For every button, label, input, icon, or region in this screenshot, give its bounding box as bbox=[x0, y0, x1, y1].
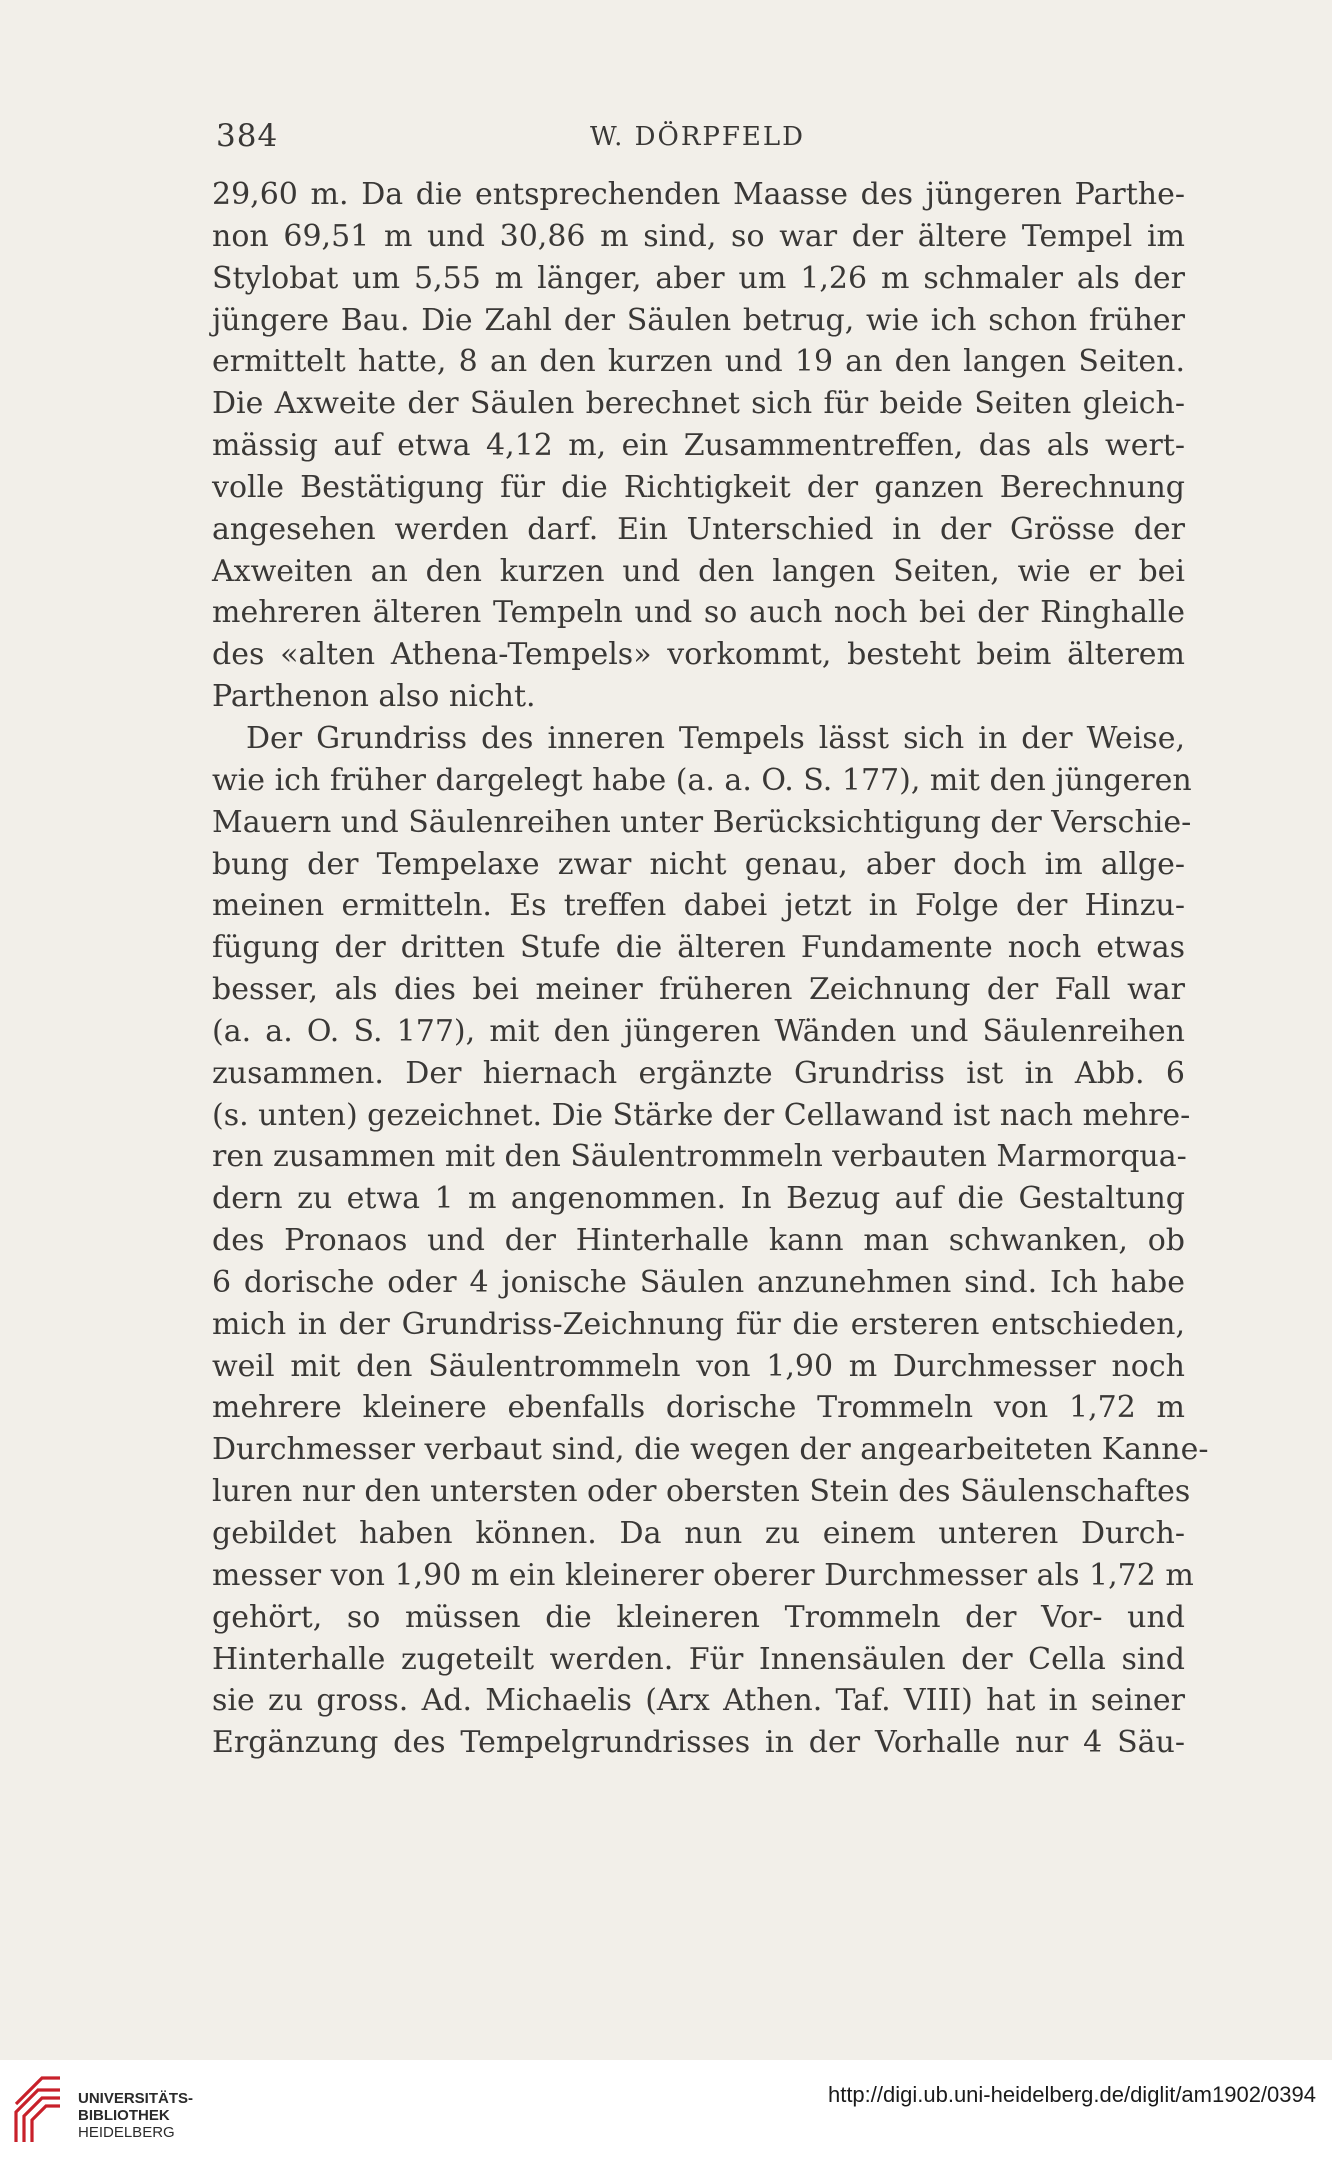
page-header bbox=[210, 118, 1185, 158]
library-logo-icon bbox=[12, 2072, 64, 2144]
text-line: (s. unten) gezeichnet. Die Stärke der Cellawand ist nach mehre- bbox=[212, 1097, 1191, 1133]
text-line: gehört, so müssen die kleineren Trommeln der Vor- und bbox=[212, 1599, 1185, 1635]
text-line: Axweiten an den kurzen und den langen Seiten, wie er bei bbox=[212, 553, 1185, 589]
body-text bbox=[212, 174, 1209, 1764]
text-line: fügung der dritten Stufe die älteren Fundamente noch etwas bbox=[212, 930, 1185, 966]
text-line: sie zu gross. Ad. Michaelis (Arx Athen. Taf. VIII) hat in seiner bbox=[212, 1683, 1185, 1719]
text-line: Stylobat um 5,55 m länger, aber um 1,26 m schmaler als der bbox=[212, 260, 1185, 296]
text-line: gebildet haben können. Da nun zu einem unteren Durch- bbox=[212, 1516, 1185, 1551]
text-line: mehreren älteren Tempeln und so auch noch bei der Ringhalle bbox=[212, 595, 1185, 631]
text-line: messer von 1,90 m ein kleinerer oberer Durchmesser als 1,72 m bbox=[212, 1557, 1194, 1593]
text-line: mehrere kleinere ebenfalls dorische Trommeln von 1,72 m bbox=[212, 1390, 1185, 1426]
text-line: dern zu etwa 1 m angenommen. In Bezug auf die Gestaltung bbox=[212, 1181, 1185, 1217]
text-line: besser, als dies bei meiner früheren Zeichnung der Fall war bbox=[212, 972, 1185, 1008]
library-name bbox=[78, 2090, 193, 2141]
text-line: zusammen. Der hiernach ergänzte Grundriss ist in Abb. 6 bbox=[212, 1055, 1185, 1091]
text-line: 6 dorische oder 4 jonische Säulen anzunehmen sind. Ich habe bbox=[212, 1264, 1185, 1300]
text-line: mich in der Grundriss-Zeichnung für die ersteren entschieden, bbox=[212, 1306, 1185, 1342]
text-line: bung der Tempelaxe zwar nicht genau, aber doch im allge- bbox=[212, 846, 1185, 882]
text-line: mässig auf etwa 4,12 m, ein Zusammentreffen, das als wert- bbox=[212, 428, 1185, 464]
source-url-link[interactable]: http://digi.ub.uni-heidelberg.de/diglit/am1902/0394 bbox=[827, 2082, 1316, 2107]
paragraph-last-line: Parthenon also nicht. bbox=[212, 679, 536, 715]
text-line: (a. a. O. S. 177), mit den jüngeren Wänden und Säulenreihen bbox=[212, 1013, 1185, 1049]
text-line: jüngere Bau. Die Zahl der Säulen betrug, wie ich schon früher bbox=[212, 302, 1185, 338]
text-line: weil mit den Säulentrommeln von 1,90 m Durchmesser noch bbox=[212, 1348, 1185, 1384]
text-line: Ergänzung des Tempelgrundrisses in der Vorhalle nur 4 Säu- bbox=[212, 1725, 1185, 1761]
running-head: W. DÖRPFELD bbox=[589, 122, 806, 152]
library-name-line: UNIVERSITÄTS- bbox=[78, 2090, 194, 2107]
text-line: meinen ermitteln. Es treffen dabei jetzt in Folge der Hinzu- bbox=[212, 888, 1185, 924]
text-line: Hinterhalle zugeteilt werden. Für Innensäulen der Cella sind bbox=[212, 1641, 1185, 1677]
text-line: ermittelt hatte, 8 an den kurzen und 19 an den langen Seiten. bbox=[212, 344, 1185, 380]
paragraph-first-line: Der Grundriss des inneren Tempels lässt sich in der Weise, bbox=[246, 720, 1185, 756]
text-line: des «alten Athena-Tempels» vorkommt, besteht beim älterem bbox=[212, 637, 1185, 673]
text-line: Die Axweite der Säulen berechnet sich für beide Seiten gleich- bbox=[212, 386, 1185, 422]
library-name-line: HEIDELBERG bbox=[78, 2124, 175, 2141]
text-line: non 69,51 m und 30,86 m sind, so war der ältere Tempel im bbox=[212, 218, 1185, 254]
page-number: 384 bbox=[216, 118, 279, 154]
text-line: wie ich früher dargelegt habe (a. a. O. S. 177), mit den jüngeren bbox=[212, 762, 1192, 798]
footer-bar bbox=[0, 2060, 1332, 2158]
text-line: 29,60 m. Da die entsprechenden Maasse des jüngeren Parthe- bbox=[212, 177, 1185, 212]
text-line: Durchmesser verbaut sind, die wegen der angearbeiteten Kanne- bbox=[212, 1432, 1209, 1468]
text-line: angesehen werden darf. Ein Unterschied in der Grösse der bbox=[212, 511, 1185, 547]
text-line: des Pronaos und der Hinterhalle kann man schwanken, ob bbox=[212, 1223, 1185, 1259]
text-line: luren nur den untersten oder obersten Stein des Säulenschaftes bbox=[212, 1474, 1191, 1510]
library-name-line: BIBLIOTHEK bbox=[78, 2107, 170, 2124]
text-line: Mauern und Säulenreihen unter Berücksichtigung der Verschie- bbox=[212, 804, 1192, 840]
text-line: volle Bestätigung für die Richtigkeit der ganzen Berechnung bbox=[212, 469, 1185, 505]
text-line: ren zusammen mit den Säulentrommeln verbauten Marmorqua- bbox=[212, 1139, 1187, 1175]
